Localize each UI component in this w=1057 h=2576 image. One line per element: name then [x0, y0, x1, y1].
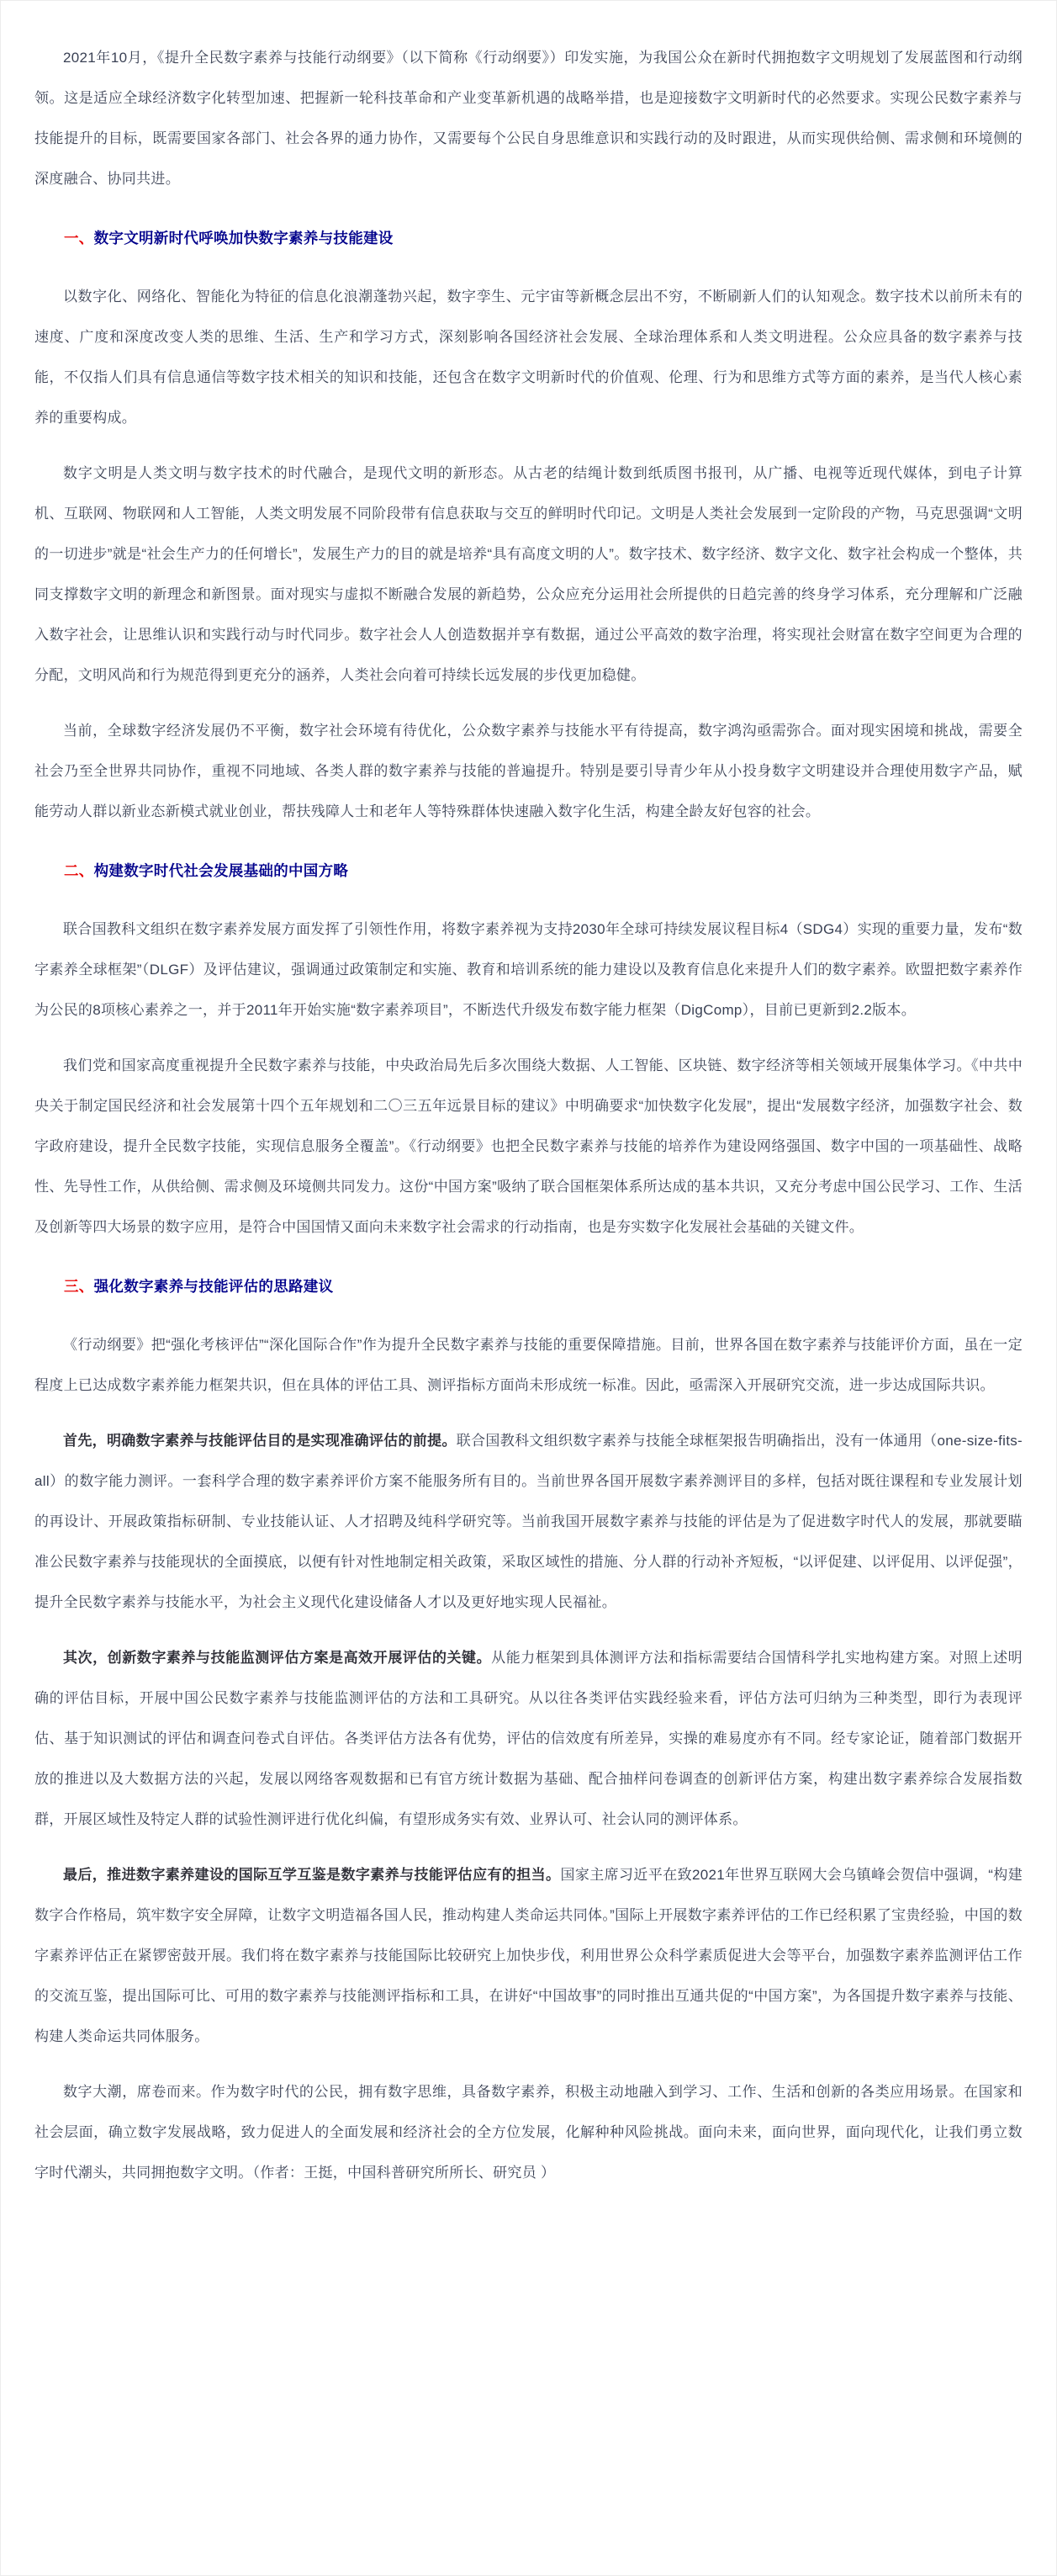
paragraph-text: 数字大潮，席卷而来。作为数字时代的公民，拥有数字思维，具备数字素养，积极主动地融入到学习、工作、生活和创新的各类应用场景。在国家和社会层面，确立数字发展战略，致力促进人的全面发展和经济社会的全方位发展，化解种种风险挑战。面向未来，面向世界，面向现代化，让我们勇立数字时代潮头，共同拥抱数字文明。（作者：王挺，中国科普研究所所长、研究员 ）: [34, 2084, 1023, 2181]
paragraph-text: 我们党和国家高度重视提升全民数字素养与技能，中央政治局先后多次围绕大数据、人工智能、区块链、数字经济等相关领域开展集体学习。《中共中央关于制定国民经济和社会发展第十四个五年规划和二〇三五年远景目标的建议》中明确要求“加快数字化发展”，提出“发展数字经济，加强数字社会、数字政府建设，提升全民数字技能，实现信息服务全覆盖”。《行动纲要》也把全民数字素养与技能的培养作为建设网络强国、数字中国的一项基础性、战略性、先导性工作，从供给侧、需求侧及环境侧共同发力。这份“中国方案”吸纳了联合国框架体系所达成的基本共识，又充分考虑中国公民学习、工作、生活及创新等四大场景的数字应用，是符合中国国情又面向未来数字社会需求的行动指南，也是夯实数字化发展社会基础的关键文件。: [34, 1057, 1023, 1235]
paragraph: [34, 1325, 1023, 1406]
paragraph: [34, 277, 1023, 438]
article-body: [34, 38, 1023, 2193]
paragraph-text: 以数字化、网络化、智能化为特征的信息化浪潮蓬勃兴起，数字孪生、元宇宙等新概念层出不穷，不断刷新人们的认知观念。数字技术以前所未有的速度、广度和深度改变人类的思维、生活、生产和学习方式，深刻影响各国经济社会发展、全球治理体系和人类文明进程。公众应具备的数字素养与技能，不仅指人们具有信息通信等数字技术相关的知识和技能，还包含在数字文明新时代的价值观、伦理、行为和思维方式等方面的素养，是当代人核心素养的重要构成。: [34, 289, 1023, 426]
heading-number: 一、: [64, 230, 94, 246]
paragraph-lead: 其次，创新数字素养与技能监测评估方案是高效开展评估的关键。: [63, 1650, 492, 1666]
paragraph-text: 从能力框架到具体测评方法和指标需要结合国情科学扎实地构建方案。对照上述明确的评估目标，开展中国公民数字素养与技能监测评估的方法和工具研究。从以往各类评估实践经验来看，评估方法可归纳为三种类型，即行为表现评估、基于知识测试的评估和调查问卷式自评估。各类评估方法各有优势，评估的信效度有所差异，实操的难易度亦有不同。经专家论证，随着部门数据开放的推进以及大数据方法的兴起，发展以网络客观数据和已有官方统计数据为基础、配合抽样问卷调查的创新评估方案，构建出数字素养综合发展指数群，开展区域性及特定人群的试验性测评进行优化纠偏，有望形成务实有效、业界认可、社会认同的测评体系。: [34, 1650, 1023, 1827]
heading-number: 三、: [64, 1278, 94, 1295]
paragraph: [34, 1638, 1023, 1840]
heading-text: 强化数字素养与技能评估的思路建议: [93, 1278, 334, 1295]
section-heading: [34, 218, 1023, 258]
paragraph: [34, 1421, 1023, 1623]
paragraph: [34, 38, 1023, 199]
paragraph-text: 当前，全球数字经济发展仍不平衡，数字社会环境有待优化，公众数字素养与技能水平有待提高，数字鸿沟亟需弥合。面对现实困境和挑战，需要全社会乃至全世界共同协作，重视不同地域、各类人群的数字素养与技能的普遍提升。特别是要引导青少年从小投身数字文明建设并合理使用数字产品，赋能劳动人群以新业态新模式就业创业，帮扶残障人士和老年人等特殊群体快速融入数字化生活，构建全龄友好包容的社会。: [34, 723, 1023, 819]
section-heading: [34, 851, 1023, 891]
paragraph: [34, 453, 1023, 696]
paragraph: [34, 1046, 1023, 1248]
heading-text: 构建数字时代社会发展基础的中国方略: [93, 862, 349, 879]
paragraph: [34, 711, 1023, 832]
section-heading: [34, 1266, 1023, 1307]
paragraph-text: 《行动纲要》把“强化考核评估”“深化国际合作”作为提升全民数字素养与技能的重要保障措施。目前，世界各国在数字素养与技能评价方面，虽在一定程度上已达成数字素养能力框架共识，但在具体的评估工具、测评指标方面尚未形成统一标准。因此，亟需深入开展研究交流，进一步达成国际共识。: [34, 1337, 1023, 1393]
heading-number: 二、: [64, 862, 94, 879]
paragraph-lead: 最后，推进数字素养建设的国际互学互鉴是数字素养与技能评估应有的担当。: [63, 1867, 561, 1883]
paragraph-text: 国家主席习近平在致2021年世界互联网大会乌镇峰会贺信中强调，“构建数字合作格局，筑牢数字安全屏障，让数字文明造福各国人民，推动构建人类命运共同体。”国际上开展数字素养评估的工作已经积累了宝贵经验，中国的数字素养评估正在紧锣密鼓开展。我们将在数字素养与技能国际比较研究上加快步伐，利用世界公众科学素质促进大会等平台，加强数字素养监测评估工作的交流互鉴，提出国际可比、可用的数字素养与技能测评指标和工具，在讲好“中国故事”的同时推出互通共促的“中国方案”，为各国提升数字素养与技能、构建人类命运共同体服务。: [34, 1867, 1023, 2044]
heading-text: 数字文明新时代呼唤加快数字素养与技能建设: [93, 230, 394, 246]
paragraph: [34, 909, 1023, 1031]
paragraph-lead: 首先，明确数字素养与技能评估目的是实现准确评估的前提。: [63, 1433, 457, 1449]
paragraph-text: 2021年10月，《提升全民数字素养与技能行动纲要》（以下简称《行动纲要》）印发实施，为我国公众在新时代拥抱数字文明规划了发展蓝图和行动纲领。这是适应全球经济数字化转型加速、把握新一轮科技革命和产业变革新机遇的战略举措，也是迎接数字文明新时代的必然要求。实现公民数字素养与技能提升的目标，既需要国家各部门、社会各界的通力协作，又需要每个公民自身思维意识和实践行动的及时跟进，从而实现供给侧、需求侧和环境侧的深度融合、协同共进。: [34, 50, 1023, 187]
paragraph: [34, 1855, 1023, 2057]
paragraph-text: 联合国教科文组织数字素养与技能全球框架报告明确指出，没有一体通用（one-size-fits-all）的数字能力测评。一套科学合理的数字素养评价方案不能服务所有目的。当前世界各国开展数字素养测评目的多样，包括对既往课程和专业发展计划的再设计、开展政策指标研制、专业技能认证、人才招聘及纯科学研究等。当前我国开展数字素养与技能的评估是为了促进数字时代人的发展，那就要瞄准公民数字素养与技能现状的全面摸底，以便有针对性地制定相关政策，采取区域性的措施、分人群的行动补齐短板，“以评促建、以评促用、以评促强”，提升全民数字素养与技能水平，为社会主义现代化建设储备人才以及更好地实现人民福祉。: [34, 1433, 1023, 1610]
paragraph-text: 数字文明是人类文明与数字技术的时代融合，是现代文明的新形态。从古老的结绳计数到纸质图书报刊，从广播、电视等近现代媒体，到电子计算机、互联网、物联网和人工智能，人类文明发展不同阶段带有信息获取与交互的鲜明时代印记。文明是人类社会发展到一定阶段的产物，马克思强调“文明的一切进步”就是“社会生产力的任何增长”，发展生产力的目的就是培养“具有高度文明的人”。数字技术、数字经济、数字文化、数字社会构成一个整体，共同支撑数字文明的新理念和新图景。面对现实与虚拟不断融合发展的新趋势，公众应充分运用社会所提供的日趋完善的终身学习体系，充分理解和广泛融入数字社会，让思维认识和实践行动与时代同步。数字社会人人创造数据并享有数据，通过公平高效的数字治理，将实现社会财富在数字空间更为合理的分配，文明风尚和行为规范得到更充分的涵养，人类社会向着可持续长远发展的步伐更加稳健。: [34, 465, 1023, 683]
paragraph-text: 联合国教科文组织在数字素养发展方面发挥了引领性作用，将数字素养视为支持2030年全球可持续发展议程目标4（SDG4）实现的重要力量，发布“数字素养全球框架”（DLGF）及评估建议，强调通过政策制定和实施、教育和培训系统的能力建设以及教育信息化来提升人们的数字素养。欧盟把数字素养作为公民的8项核心素养之一，并于2011年开始实施“数字素养项目”，不断迭代升级发布数字能力框架（DigComp），目前已更新到2.2版本。: [34, 921, 1023, 1018]
paragraph: [34, 2072, 1023, 2193]
